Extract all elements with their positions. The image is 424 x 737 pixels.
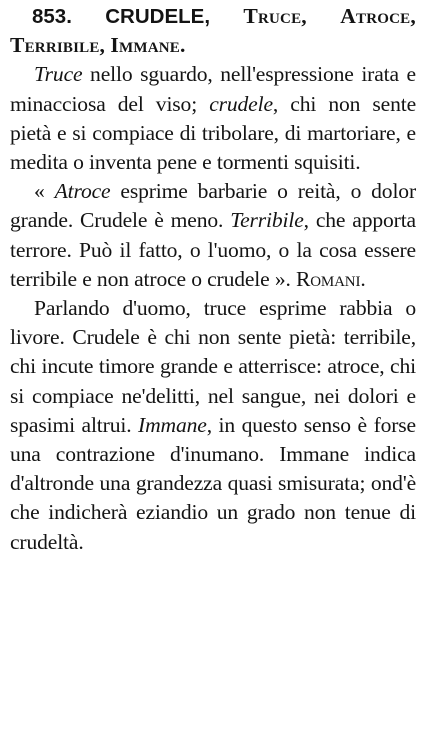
synonym-truce: Truce, [243,4,307,28]
commentary-text-2: , in questo senso è forse una contrazione d'inumano. Immane indica d'altronde una grandezza quasi smisurata; ond'è che indicherà eziandio un grado non tenue di crudeltà. [10,412,416,554]
quote-author: Romani. [295,266,366,291]
quote-open-mark: « [34,179,55,204]
entry-number: 853. [32,5,72,28]
quote-text-2: , che apporta terrore. Può il fatto, o l'uomo, o la cosa essere terribile e non atroce o crudele ». [10,208,416,291]
definition-text-1: nello sguardo, nell'espressione irata e minacciosa del viso; [10,62,416,116]
quote-paragraph [10,177,416,294]
commentary-text-1: Parlando d'uomo, truce esprime rabbia o livore. Crudele è chi non sente pietà: terribile, chi incute timore grande e atterrisce: atroce, chi si compiace ne'delitti, nel sangue, nei dolori e spasimi altrui. [10,296,416,437]
definition-text-2: , chi non sente pietà e si compiace di tribolare, di martoriare, e medita o inventa pene e tormenti squisiti. [10,91,416,175]
synonym-atroce: Atroce, [340,4,416,28]
term-truce: Truce [34,62,83,87]
term-crudele: crudele [209,91,273,116]
definition-paragraph [10,60,416,177]
synonym-immane: Immane. [110,33,186,58]
entry-heading-paragraph [10,2,416,60]
synonym-terribile: Terribile, [10,33,106,58]
term-atroce: Atroce [54,179,111,204]
term-immane: Immane [138,412,207,437]
commentary-paragraph [10,294,416,557]
entry-headword: CRUDELE, [105,5,211,28]
term-terribile: Terribile [230,208,304,233]
quote-text-1: esprime barbarie o reità, o dolor grande. Crudele è meno. [10,179,416,233]
